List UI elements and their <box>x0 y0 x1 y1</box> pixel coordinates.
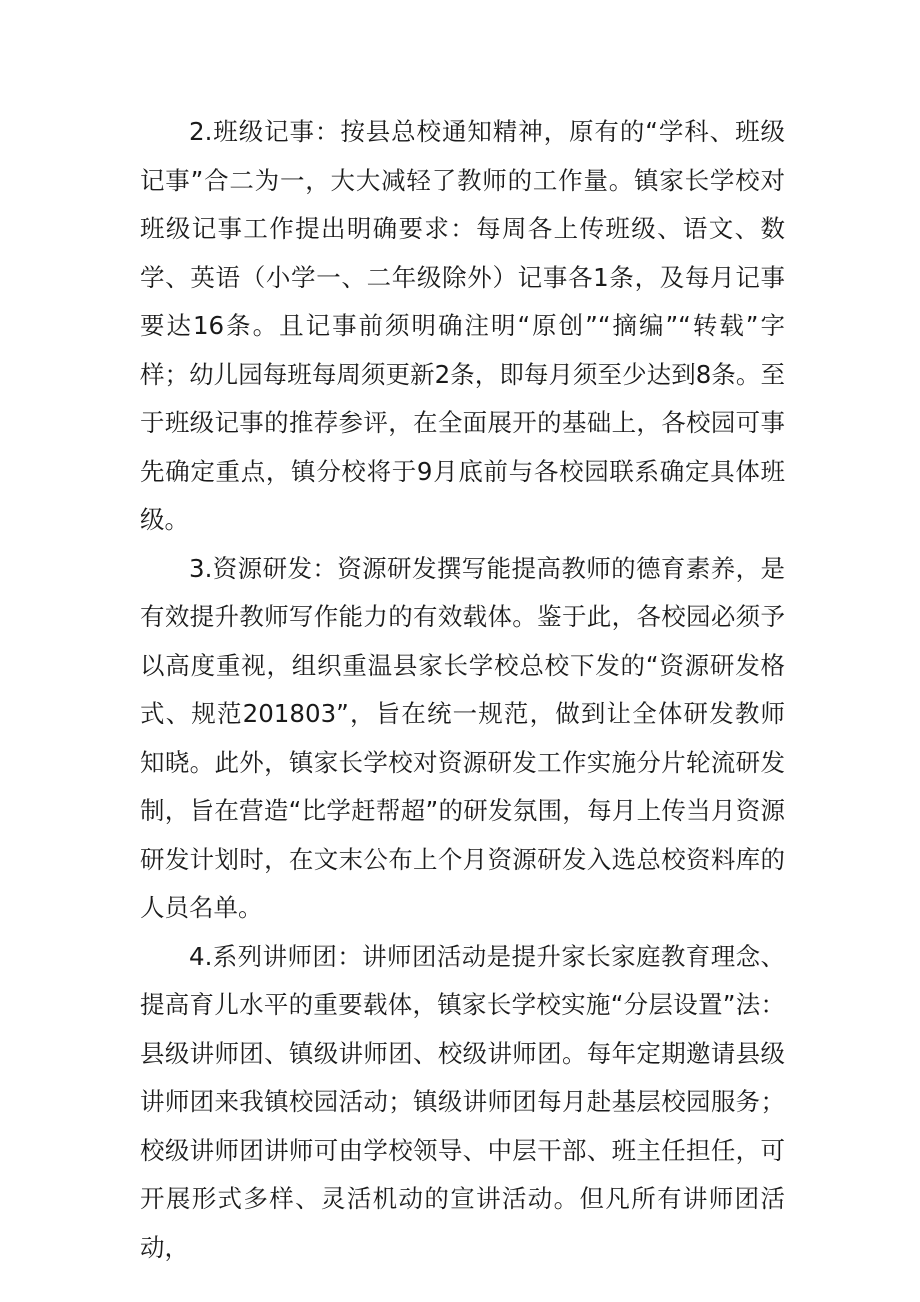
document-body <box>140 108 785 1272</box>
paragraph-class-records: 2.班级记事：按县总校通知精神，原有的“学科、班级记事”合二为一，大大减轻了教师的工作量。镇家长学校对班级记事工作提出明确要求：每周各上传班级、语文、数学、英语（小学一、二年级除外）记事各1条，及每月记事要达16条。且记事前须明确注明“原创”“摘编”“转载”字样；幼儿园每班每周须更新2条，即每月须至少达到8条。至于班级记事的推荐参评，在全面展开的基础上，各校园可事先确定重点，镇分校将于9月底前与各校园联系确定具体班级。 <box>140 117 785 534</box>
paragraph-lecturer-groups: 4.系列讲师团：讲师团活动是提升家长家庭教育理念、提高育儿水平的重要载体，镇家长学校实施“分层设置”法：县级讲师团、镇级讲师团、校级讲师团。每年定期邀请县级讲师团来我镇校园活动；镇级讲师团每月赴基层校园服务；校级讲师团讲师可由学校领导、中层干部、班主任担任，可开展形式多样、灵活机动的宣讲活动。但凡所有讲师团活动， <box>140 941 785 1262</box>
paragraph-resource-development: 3.资源研发：资源研发撰写能提高教师的德育素养，是有效提升教师写作能力的有效载体。鉴于此，各校园必须予以高度重视，组织重温县家长学校总校下发的“资源研发格式、规范201803”，旨在统一规范，做到让全体研发教师知晓。此外，镇家长学校对资源研发工作实施分片轮流研发制，旨在营造“比学赶帮超”的研发氛围，每月上传当月资源研发计划时，在文末公布上个月资源研发入选总校资料库的人员名单。 <box>140 553 785 922</box>
